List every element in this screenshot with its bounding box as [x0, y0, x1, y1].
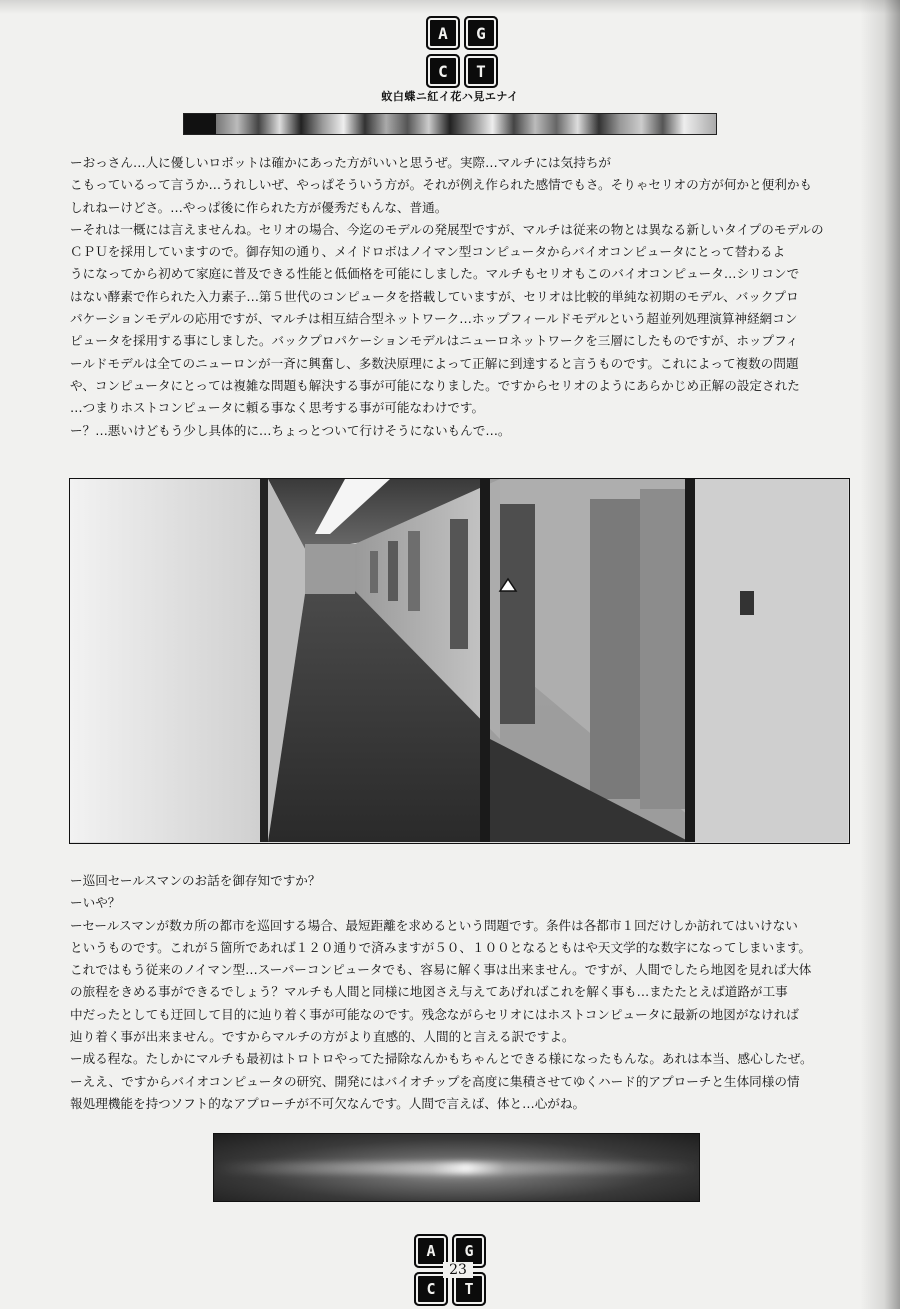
hallway-photo	[69, 478, 850, 844]
dialogue-line: 辿り着く事が出来ません。ですからマルチの方がより直感的、人間的と言える訳ですよ。	[70, 1029, 575, 1045]
logo-letter: A	[426, 16, 460, 50]
logo-letter: A	[414, 1234, 448, 1268]
dialogue-line: パケーションモデルの応用ですが、マルチは相互結合型ネットワーク…ホップフィールドモデルという超並列処理演算神経網コン	[70, 311, 798, 327]
logo-letter: T	[452, 1272, 486, 1306]
dialogue-line: や、コンピュータにとっては複雑な問題も解決する事が可能になりました。ですからセリオのようにあらかじめ正解の設定された	[70, 377, 800, 393]
dialogue-line: ー巡回セールスマンのお話を御存知ですか？	[70, 873, 321, 888]
dialogue-line: これではもう従来のノイマン型…スーパーコンピュータでも、容易に解く事は出来ません。ですが、人間でしたら地図を見れば大体	[70, 962, 812, 978]
site-name: 蚊白蝶ニ紅イ花ハ見エナイ	[381, 90, 519, 103]
dialogue-line: ー成る程な。たしかにマルチも最初はトロトロやってた掃除なんかもちゃんとできる様になったもんな。あれは本当、感心したぜ。	[70, 1051, 813, 1067]
dialogue-line: というものです。これが５箇所であれば１２０通りで済みますが５０、１００となるともはや天文学的な数字になってしまいます。	[70, 939, 812, 955]
page-edge-shadow	[0, 0, 900, 14]
dialogue-line: ーいや？	[70, 895, 121, 911]
dialogue-line: …つまりホストコンピュータに頼る事なく思考する事が可能なわけです。	[70, 400, 485, 416]
dialogue-line: ールドモデルは全てのニューロンが一斉に興奮し、多数決原理によって正解に到達すると言うものです。これによって複数の問題	[70, 355, 799, 371]
logo-letter: G	[452, 1234, 486, 1268]
dialogue-block-top	[70, 152, 853, 442]
logo-letter: C	[414, 1272, 448, 1306]
logo-letter: G	[464, 16, 498, 50]
light-streak	[214, 1162, 699, 1174]
decorative-banner-bottom	[213, 1133, 700, 1202]
dialogue-line: こもっているって言うか…うれしいぜ、やっぱそういう方が。それが例え作られた感情でもさ。そりゃセリオの方が何かと便利かも	[70, 177, 813, 193]
dialogue-line: ーおっさん…人に優しいロボットは確かにあった方がいいと思うぜ。実際…マルチには気持ちが	[70, 155, 612, 170]
dialogue-line: ー？…悪いけどもう少し具体的に…ちょっとついて行けそうにないもんで…。	[70, 422, 511, 438]
page-number: 23	[443, 1262, 473, 1278]
logo-letter: C	[426, 54, 460, 88]
dialogue-line: ーそれは一概には言えませんね。セリオの場合、今迄のモデルの発展型ですが、マルチは従来の物とは異なる新しいタイプのモデルの	[70, 221, 824, 237]
dialogue-line: うになってから初めて家庭に普及できる性能と低価格を可能にしました。マルチもセリオもこのバイオコンピュータ…シリコンで	[70, 266, 800, 282]
decorative-banner-top	[183, 113, 717, 135]
dialogue-line: の旅程をきめる事ができるでしょう？マルチも人間と同様に地図さえ与えてあげればこれを解く事も…またたとえば道路が工事	[70, 984, 788, 1000]
page-edge-shadow	[860, 0, 900, 1309]
dialogue-line: ーええ、ですからバイオコンピュータの研究、開発にはバイオチップを高度に集積させてゆくハード的アプローチと生体同様の情	[70, 1073, 800, 1089]
dialogue-line: 報処理機能を持つソフト的なアプローチが不可欠なんです。人間で言えば、体と…心がね。	[70, 1095, 586, 1111]
dialogue-line: はない酵素で作られた入力素子…第５世代のコンピュータを搭載していますが、セリオは比較的単純な初期のモデル、バックプロ	[70, 288, 799, 304]
logo-letter: T	[464, 54, 498, 88]
dialogue-line: ピュータを採用する事にしました。バックプロパケーションモデルはニューロネットワークを三層にしたものですが、ホップフィ	[70, 333, 799, 349]
dialogue-line: しれねーけどさ。…やっぱ後に作られた方が優秀だもんな、普通。	[70, 199, 448, 215]
dialogue-line: ＣＰＵを採用していますので。御存知の通り、メイドロボはノイマン型コンピュータからバイオコンピュータにとって替わるよ	[70, 244, 786, 260]
header-logo	[426, 16, 498, 88]
dialogue-line: ーセールスマンが数カ所の都市を巡回する場合、最短距離を求めるという問題です。条件は各都市１回だけしか訪れてはいけない	[70, 917, 798, 933]
dialogue-line: 中だったとしても迂回して目的に辿り着く事が可能なのです。残念ながらセリオにはホストコンピュータに最新の地図がなければ	[70, 1006, 799, 1022]
dialogue-block-bottom	[70, 870, 853, 1115]
